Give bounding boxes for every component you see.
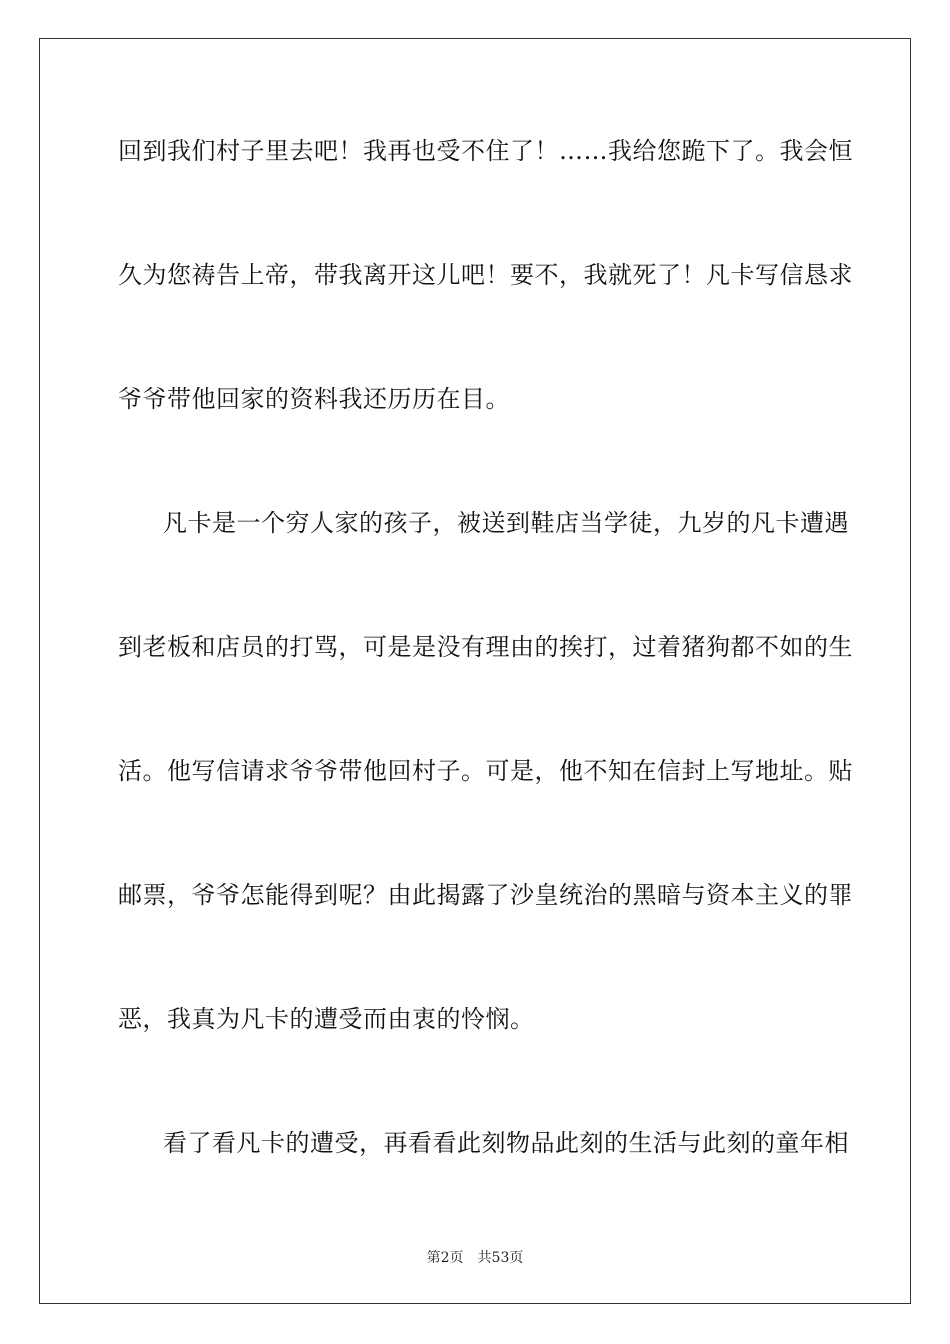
- page-footer: [0, 1249, 950, 1267]
- body-text-line: 活。他写信请求爷爷带他回村子。可是，他不知在信封上写地址。贴: [118, 757, 853, 785]
- page-total: 共53页: [477, 1250, 524, 1266]
- body-text-line: 邮票，爷爷怎能得到呢？由此揭露了沙皇统治的黑暗与资本主义的罪: [118, 881, 853, 909]
- page-border: [39, 38, 911, 1304]
- page-number: 第2页: [426, 1250, 464, 1266]
- body-text-line: 到老板和店员的打骂，可是是没有理由的挨打，过着猪狗都不如的生: [118, 633, 853, 661]
- body-text-line: 爷爷带他回家的资料我还历历在目。: [118, 385, 510, 413]
- body-text-line: 回到我们村子里去吧！我再也受不住了！……我给您跪下了。我会恒: [118, 137, 853, 165]
- paragraph-start-line: 看了看凡卡的遭受，再看看此刻物品此刻的生活与此刻的童年相: [163, 1129, 849, 1157]
- paragraph-start-line: 凡卡是一个穷人家的孩子，被送到鞋店当学徒，九岁的凡卡遭遇: [163, 509, 849, 537]
- body-text-line: 恶，我真为凡卡的遭受而由衷的怜悯。: [118, 1005, 535, 1033]
- body-text-line: 久为您祷告上帝，带我离开这儿吧！要不，我就死了！凡卡写信恳求: [118, 261, 853, 289]
